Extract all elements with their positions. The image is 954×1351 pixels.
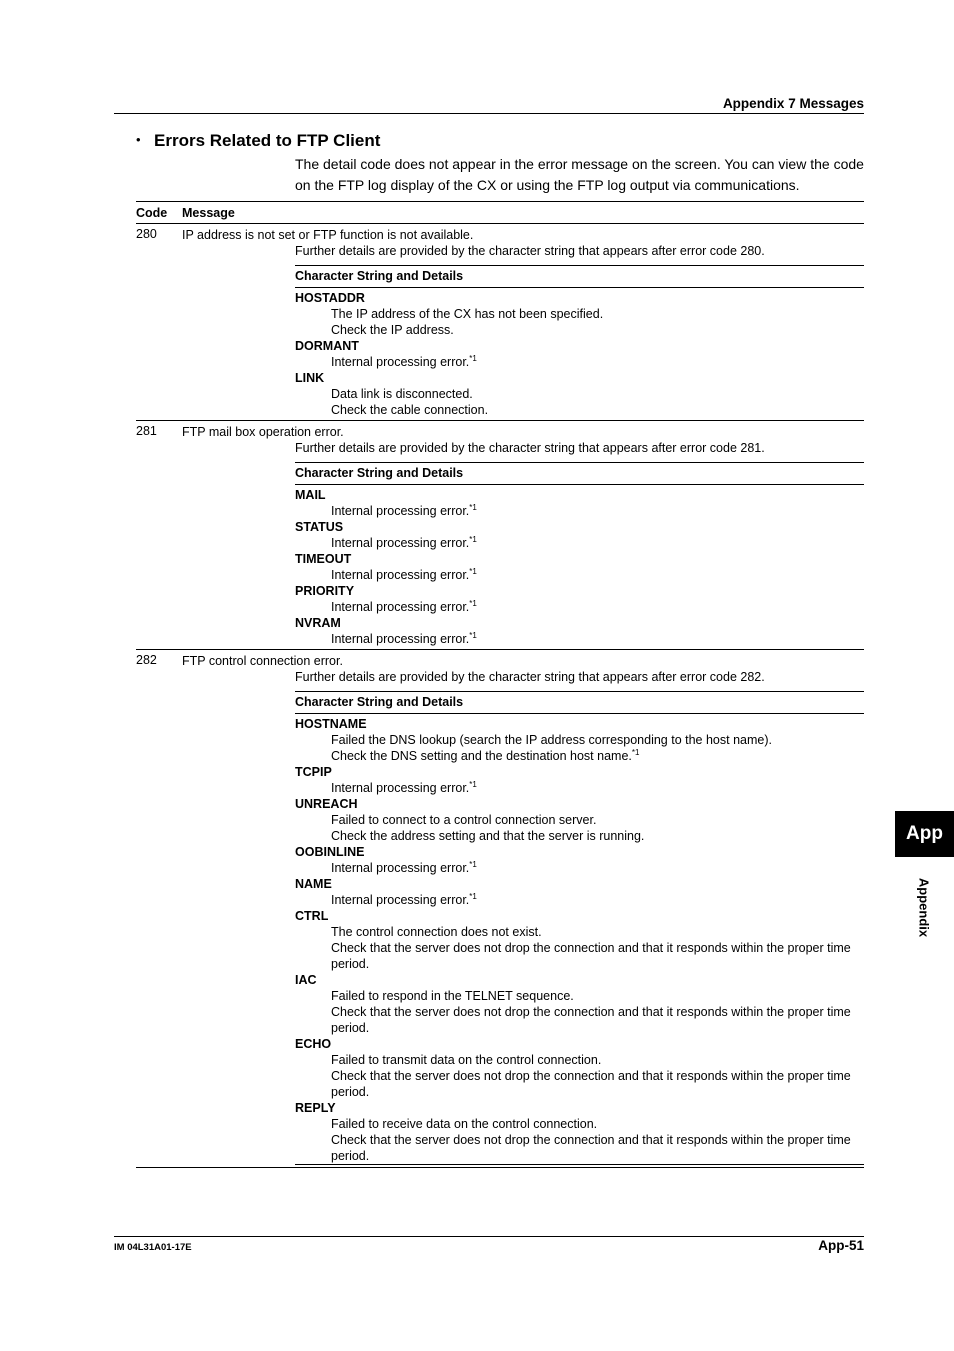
page-number: App-51 (818, 1238, 864, 1253)
column-header-code: Code (136, 206, 168, 220)
error-code: 280 (136, 227, 157, 241)
detail-line (331, 1132, 864, 1164)
section-title (136, 131, 380, 151)
detail-line (331, 322, 864, 338)
detail-text: The IP address of the CX has not been specified. (331, 307, 604, 321)
detail-subtable (295, 691, 864, 1165)
table-row (136, 421, 864, 650)
detail-line (331, 940, 864, 972)
character-string: STATUS (295, 520, 344, 534)
detail-line (331, 1052, 864, 1068)
detail-line (331, 1004, 864, 1036)
table-row (136, 224, 864, 421)
character-string: REPLY (295, 1101, 336, 1115)
detail-line (331, 828, 864, 844)
character-string: TCPIP (295, 765, 332, 779)
detail-subtable (295, 265, 864, 418)
detail-text: Data link is disconnected. (331, 387, 473, 401)
detail-line (331, 631, 864, 647)
character-string: ECHO (295, 1037, 332, 1051)
further-details: Further details are provided by the character string that appears after error code 281. (295, 441, 765, 455)
detail-text: Check the DNS setting and the destination host name. (331, 749, 632, 763)
detail-text: Internal processing error. (331, 632, 470, 646)
section-title-text: Errors Related to FTP Client (154, 131, 381, 150)
footnote-marker: *1 (469, 503, 477, 512)
error-message: FTP mail box operation error. (182, 425, 344, 439)
footnote-marker: *1 (631, 748, 640, 757)
detail-line (331, 535, 864, 551)
character-string: NAME (295, 877, 332, 891)
detail-text: Check the cable connection. (331, 403, 489, 417)
detail-text: The control connection does not exist. (331, 925, 542, 939)
character-string: DORMANT (295, 339, 359, 353)
further-details: Further details are provided by the character string that appears after error code 282. (295, 670, 765, 684)
detail-line (331, 386, 864, 402)
error-code: 282 (136, 653, 157, 667)
character-string: LINK (295, 371, 325, 385)
detail-text: Internal processing error. (331, 504, 470, 518)
detail-line (331, 567, 864, 583)
detail-line (331, 860, 864, 876)
character-string: HOSTNAME (295, 717, 367, 731)
subtable-header: Character String and Details (295, 691, 864, 714)
character-string: UNREACH (295, 797, 358, 811)
detail-text: Internal processing error. (331, 781, 470, 795)
footnote-marker: *1 (469, 354, 477, 363)
page-header (114, 94, 864, 114)
detail-subtable (295, 462, 864, 647)
detail-line (331, 780, 864, 796)
character-string: IAC (295, 973, 317, 987)
footnote-marker: *1 (469, 860, 477, 869)
detail-text: Check that the server does not drop the connection and that it responds within the proper time period. (331, 1005, 851, 1035)
page-footer (114, 1236, 864, 1257)
detail-text: Check that the server does not drop the connection and that it responds within the proper time period. (331, 1133, 851, 1163)
detail-line (331, 988, 864, 1004)
character-string: NVRAM (295, 616, 341, 630)
table-row (136, 650, 864, 1168)
table-header (136, 201, 864, 224)
detail-line (331, 812, 864, 828)
subtable-header: Character String and Details (295, 265, 864, 288)
character-string: CTRL (295, 909, 329, 923)
table-body (136, 224, 864, 1168)
error-message: FTP control connection error. (182, 654, 343, 668)
error-message: IP address is not set or FTP function is not available. (182, 228, 474, 242)
detail-text: Internal processing error. (331, 893, 470, 907)
appendix-tab: App (895, 811, 954, 857)
detail-line (331, 503, 864, 519)
subtable-header: Character String and Details (295, 462, 864, 485)
detail-text: Internal processing error. (331, 861, 470, 875)
footnote-marker: *1 (469, 535, 477, 544)
character-string: MAIL (295, 488, 326, 502)
detail-line (331, 732, 864, 748)
section-intro: The detail code does not appear in the error message on the screen. You can view the code on the FTP log display of the CX or using the FTP log output via communications. (295, 156, 864, 193)
detail-line (331, 748, 864, 764)
detail-line (331, 354, 864, 370)
detail-line (331, 892, 864, 908)
detail-text: Failed to receive data on the control connection. (331, 1117, 598, 1131)
detail-line (331, 1116, 864, 1132)
bullet-icon: • (136, 132, 141, 147)
detail-line (331, 924, 864, 940)
detail-text: Internal processing error. (331, 568, 470, 582)
header-title: Appendix 7 Messages (722, 96, 864, 111)
detail-line (331, 402, 864, 418)
character-string: PRIORITY (295, 584, 355, 598)
column-header-message: Message (182, 206, 235, 220)
footnote-marker: *1 (469, 567, 477, 576)
footnote-marker: *1 (469, 892, 477, 901)
detail-text: Check the IP address. (331, 323, 454, 337)
detail-text: Check that the server does not drop the connection and that it responds within the proper time period. (331, 941, 851, 971)
detail-text: Failed the DNS lookup (search the IP address corresponding to the host name). (331, 733, 772, 747)
footnote-marker: *1 (469, 780, 477, 789)
character-string: HOSTADDR (295, 291, 365, 305)
detail-text: Check that the server does not drop the connection and that it responds within the proper time period. (331, 1069, 851, 1099)
detail-text: Internal processing error. (331, 355, 470, 369)
footnote-marker: *1 (469, 599, 477, 608)
detail-text: Internal processing error. (331, 600, 470, 614)
character-string: TIMEOUT (295, 552, 352, 566)
detail-line (331, 1068, 864, 1100)
footnote-marker: *1 (469, 631, 477, 640)
error-table (136, 201, 864, 1168)
detail-text: Failed to respond in the TELNET sequence. (331, 989, 574, 1003)
document-id: IM 04L31A01-17E (114, 1242, 192, 1253)
detail-text: Failed to connect to a control connection server. (331, 813, 597, 827)
detail-line (331, 306, 864, 322)
detail-text: Internal processing error. (331, 536, 470, 550)
further-details: Further details are provided by the character string that appears after error code 280. (295, 244, 765, 258)
detail-line (331, 599, 864, 615)
detail-text: Failed to transmit data on the control connection. (331, 1053, 602, 1067)
detail-text: Check the address setting and that the server is running. (331, 829, 645, 843)
error-code: 281 (136, 424, 157, 438)
character-string: OOBINLINE (295, 845, 365, 859)
appendix-side-label: Appendix (916, 877, 932, 938)
